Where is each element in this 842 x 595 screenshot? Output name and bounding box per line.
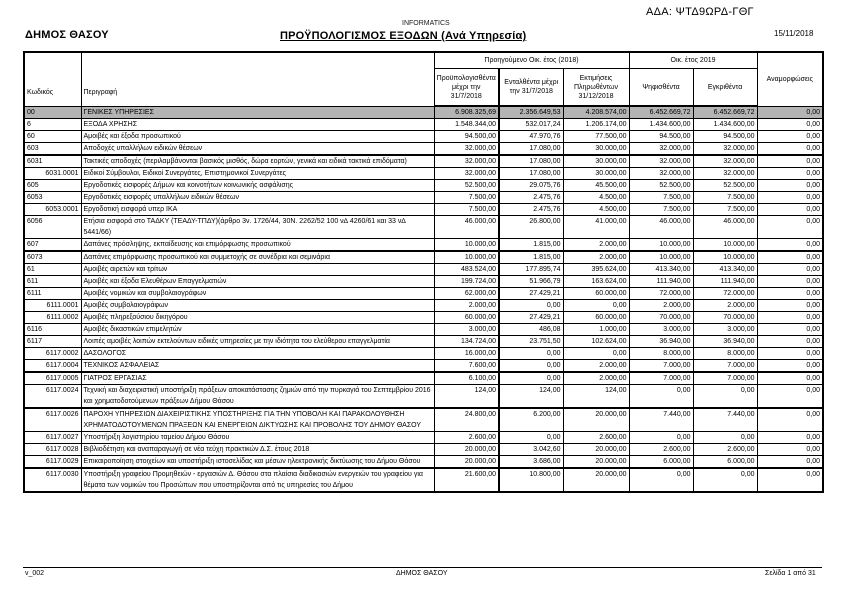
cell-committed: 177.895,74 bbox=[499, 264, 563, 276]
cell-code: 6116 bbox=[24, 324, 81, 336]
cell-estimated: 1.000,00 bbox=[563, 324, 629, 336]
cell-budgeted: 20.000,00 bbox=[434, 456, 499, 469]
cell-committed: 124,00 bbox=[499, 385, 563, 409]
cell-committed: 17.080,00 bbox=[499, 155, 563, 168]
cell-approved: 7.440,00 bbox=[693, 408, 757, 432]
cell-approved: 1.434.600,00 bbox=[693, 119, 757, 131]
table-row bbox=[24, 348, 823, 360]
cell-budgeted: 20.000,00 bbox=[434, 444, 499, 456]
cell-approved: 6.000,00 bbox=[693, 456, 757, 469]
cell-voted: 6.000,00 bbox=[629, 456, 693, 469]
table-row bbox=[24, 372, 823, 385]
cell-committed: 532.017,24 bbox=[499, 119, 563, 131]
cell-approved: 2.000,00 bbox=[693, 300, 757, 312]
cell-adjustments: 0,00 bbox=[757, 360, 823, 373]
cell-estimated: 2.000,00 bbox=[563, 372, 629, 385]
page-title: ΠΡΟΫΠΟΛΟΓΙΣΜΟΣ ΕΞΟΔΩΝ (Ανά Υπηρεσία) bbox=[280, 30, 527, 42]
cell-description: Ειδικοί Σύμβουλοι, Ειδικοί Συνεργάτες, Επιστημονικοί Συνεργάτες bbox=[81, 168, 434, 180]
cell-committed: 51.966,79 bbox=[499, 276, 563, 288]
cell-code: 603 bbox=[24, 143, 81, 156]
cell-voted: 1.434.600,00 bbox=[629, 119, 693, 131]
cell-code: 6111 bbox=[24, 288, 81, 300]
cell-adjustments: 0,00 bbox=[757, 336, 823, 348]
cell-voted: 0,00 bbox=[629, 468, 693, 492]
cell-description: Υποστήριξη λογιστηρίου ταμείου Δήμου Θάσου bbox=[81, 432, 434, 444]
cell-description: ΤΕΧΝΙΚΟΣ ΑΣΦΑΛΕΙΑΣ bbox=[81, 360, 434, 373]
cell-approved: 7.500,00 bbox=[693, 204, 757, 216]
cell-committed: 1.815,00 bbox=[499, 239, 563, 252]
cell-code: 00 bbox=[24, 106, 81, 119]
cell-description: ΔΑΣΟΛΟΓΟΣ bbox=[81, 348, 434, 360]
cell-code: 60 bbox=[24, 131, 81, 143]
cell-adjustments: 0,00 bbox=[757, 312, 823, 324]
cell-committed: 486,08 bbox=[499, 324, 563, 336]
cell-committed: 47.970,76 bbox=[499, 131, 563, 143]
cell-approved: 46.000,00 bbox=[693, 216, 757, 239]
cell-description: Βιβλιοδέτηση και αναπαραγωγή σε νέα τεύχη πρακτικών Δ.Σ. έτους 2018 bbox=[81, 444, 434, 456]
cell-adjustments: 0,00 bbox=[757, 264, 823, 276]
table-row bbox=[24, 360, 823, 373]
cell-estimated: 20.000,00 bbox=[563, 444, 629, 456]
cell-estimated: 45.500,00 bbox=[563, 180, 629, 192]
cell-estimated: 2.000,00 bbox=[563, 251, 629, 264]
cell-budgeted: 32.000,00 bbox=[434, 155, 499, 168]
cell-budgeted: 94.500,00 bbox=[434, 131, 499, 143]
cell-description: ΓΕΝΙΚΕΣ ΥΠΗΡΕΣΙΕΣ bbox=[81, 106, 434, 119]
cell-voted: 10.000,00 bbox=[629, 251, 693, 264]
cell-budgeted: 32.000,00 bbox=[434, 168, 499, 180]
cell-description: Αμοιβές πληρεξούσιου δικηγόρου bbox=[81, 312, 434, 324]
report-date: 15/11/2018 bbox=[774, 29, 814, 38]
cell-description: Εργοδοτική εισφορά υπερ ΙΚΑ bbox=[81, 204, 434, 216]
cell-code: 6117.0027 bbox=[24, 432, 81, 444]
cell-approved: 111.940,00 bbox=[693, 276, 757, 288]
cell-approved: 6.452.669,72 bbox=[693, 106, 757, 119]
table-row bbox=[24, 204, 823, 216]
header-adjustments: Αναμορφώσεις bbox=[757, 52, 823, 106]
cell-description: Υποστήριξη γραφείου Προμηθειών - εργασιών Δ. Θάσου στα πλαίσια διαδικασιών ενεργειών του γραφείου για θέματα των νομικών του Προσώπων που υποστηρίζονται από τις υπηρεσίες του Δήμου bbox=[81, 468, 434, 492]
cell-adjustments: 0,00 bbox=[757, 468, 823, 492]
cell-budgeted: 124,00 bbox=[434, 385, 499, 409]
cell-budgeted: 46.000,00 bbox=[434, 216, 499, 239]
table-row bbox=[24, 131, 823, 143]
cell-budgeted: 10.000,00 bbox=[434, 239, 499, 252]
cell-estimated: 20.000,00 bbox=[563, 408, 629, 432]
cell-estimated: 102.624,00 bbox=[563, 336, 629, 348]
table-row bbox=[24, 300, 823, 312]
cell-description: Αμοιβές αιρετών και τρίτων bbox=[81, 264, 434, 276]
table-row bbox=[24, 432, 823, 444]
cell-adjustments: 0,00 bbox=[757, 408, 823, 432]
cell-approved: 7.500,00 bbox=[693, 192, 757, 204]
cell-committed: 2.356.649,53 bbox=[499, 106, 563, 119]
cell-code: 6031.0001 bbox=[24, 168, 81, 180]
cell-estimated: 1.206.174,00 bbox=[563, 119, 629, 131]
cell-approved: 32.000,00 bbox=[693, 155, 757, 168]
cell-voted: 2.600,00 bbox=[629, 444, 693, 456]
cell-committed: 0,00 bbox=[499, 432, 563, 444]
cell-approved: 10.000,00 bbox=[693, 251, 757, 264]
cell-committed: 27.429,21 bbox=[499, 312, 563, 324]
cell-code: 6117.0004 bbox=[24, 360, 81, 373]
cell-adjustments: 0,00 bbox=[757, 106, 823, 119]
cell-approved: 413.340,00 bbox=[693, 264, 757, 276]
cell-code: 611 bbox=[24, 276, 81, 288]
cell-estimated: 124,00 bbox=[563, 385, 629, 409]
cell-voted: 72.000,00 bbox=[629, 288, 693, 300]
cell-adjustments: 0,00 bbox=[757, 119, 823, 131]
cell-adjustments: 0,00 bbox=[757, 288, 823, 300]
cell-voted: 8.000,00 bbox=[629, 348, 693, 360]
cell-description: Λοιπές αμοιβές λοιπών εκτελούντων ειδικές υπηρεσίες με την ιδιότητα του ελεύθερου επαγγελματία bbox=[81, 336, 434, 348]
cell-committed: 6.200,00 bbox=[499, 408, 563, 432]
cell-budgeted: 6.100,00 bbox=[434, 372, 499, 385]
table-row bbox=[24, 180, 823, 192]
cell-description: Τεχνική και διαχειριστική υποστήριξη πράξεων αποκατάστασης ζημιών από την πυρκαγιά του Σεπτεμβρίου 2016 και χρηματοδοτούμενων πράξεων Δήμου Θάσου bbox=[81, 385, 434, 409]
cell-voted: 32.000,00 bbox=[629, 168, 693, 180]
cell-adjustments: 0,00 bbox=[757, 348, 823, 360]
cell-description: ΕΞΟΔΑ ΧΡΗΣΗΣ bbox=[81, 119, 434, 131]
table-row bbox=[24, 119, 823, 131]
cell-voted: 111.940,00 bbox=[629, 276, 693, 288]
cell-budgeted: 21.600,00 bbox=[434, 468, 499, 492]
table-row bbox=[24, 155, 823, 168]
cell-code: 6073 bbox=[24, 251, 81, 264]
cell-code: 61 bbox=[24, 264, 81, 276]
header-committed: Ενταλθέντα μέχρι την 31/7/2018 bbox=[499, 69, 563, 107]
cell-committed: 0,00 bbox=[499, 348, 563, 360]
cell-budgeted: 62.000,00 bbox=[434, 288, 499, 300]
table-row bbox=[24, 276, 823, 288]
cell-approved: 3.000,00 bbox=[693, 324, 757, 336]
cell-budgeted: 1.548.344,00 bbox=[434, 119, 499, 131]
table-row bbox=[24, 324, 823, 336]
cell-voted: 3.000,00 bbox=[629, 324, 693, 336]
cell-adjustments: 0,00 bbox=[757, 300, 823, 312]
cell-committed: 2.475,76 bbox=[499, 204, 563, 216]
cell-description: Ετήσια εισφορά στο ΤΑΔΚΥ (ΤΕΑΔΥ-ΤΠΔΥ)(άρθρο 3ν. 1726/44, 30Ν. 2262/52 100 ν∆ 4260/61 και 33 ν∆ 5441/66) bbox=[81, 216, 434, 239]
cell-code: 6056 bbox=[24, 216, 81, 239]
cell-budgeted: 16.000,00 bbox=[434, 348, 499, 360]
table-row bbox=[24, 336, 823, 348]
cell-approved: 0,00 bbox=[693, 468, 757, 492]
table-row bbox=[24, 192, 823, 204]
cell-adjustments: 0,00 bbox=[757, 432, 823, 444]
cell-estimated: 0,00 bbox=[563, 348, 629, 360]
cell-estimated: 0,00 bbox=[563, 300, 629, 312]
header-next-year: Οικ. έτος 2019 bbox=[629, 52, 757, 69]
cell-budgeted: 7.500,00 bbox=[434, 204, 499, 216]
cell-estimated: 2.600,00 bbox=[563, 432, 629, 444]
cell-voted: 36.940,00 bbox=[629, 336, 693, 348]
cell-description: Δαπάνες πρόσληψης, εκπαίδευσης και επιμόρφωσης προσωπικού bbox=[81, 239, 434, 252]
table-row bbox=[24, 444, 823, 456]
cell-voted: 46.000,00 bbox=[629, 216, 693, 239]
header-code: Κωδικός bbox=[24, 52, 81, 106]
cell-budgeted: 134.724,00 bbox=[434, 336, 499, 348]
cell-approved: 0,00 bbox=[693, 385, 757, 409]
cell-code: 6117.0005 bbox=[24, 372, 81, 385]
cell-committed: 23.751,50 bbox=[499, 336, 563, 348]
cell-adjustments: 0,00 bbox=[757, 385, 823, 409]
cell-approved: 32.000,00 bbox=[693, 168, 757, 180]
cell-description: ΠΑΡΟΧΗ ΥΠΗΡΕΣΙΩΝ ΔΙΑΧΕΙΡΙΣΤΙΚΗΣ ΥΠΟΣΤΗΡΙΞΗΣ ΓΙΑ ΤΗΝ ΥΠΟΒΟΛΗ ΚΑΙ ΠΑΡΑΚΟΛΟΥΘΗΣΗ ΧΡΗΜΑΤΟΔΟΤΟΥΜΕΝΩΝ ΠΡΑΞΕΩΝ ΚΑΙ ΕΝΕΡΓΕΙΩΝ ΔΙΚΤΥΩΣΗΣ ΚΑΙ ΠΡΟΒΟΛΗΣ ΤΟΥ ΔΗΜΟΥ ΘΑΣΟΥ bbox=[81, 408, 434, 432]
cell-adjustments: 0,00 bbox=[757, 372, 823, 385]
cell-adjustments: 0,00 bbox=[757, 168, 823, 180]
cell-code: 6111.0001 bbox=[24, 300, 81, 312]
cell-adjustments: 0,00 bbox=[757, 216, 823, 239]
cell-committed: 0,00 bbox=[499, 300, 563, 312]
cell-budgeted: 32.000,00 bbox=[434, 143, 499, 156]
footer-page-number: Σελίδα 1 από 31 bbox=[765, 570, 816, 577]
cell-adjustments: 0,00 bbox=[757, 143, 823, 156]
cell-budgeted: 483.524,00 bbox=[434, 264, 499, 276]
cell-code: 6117.0028 bbox=[24, 444, 81, 456]
cell-voted: 52.500,00 bbox=[629, 180, 693, 192]
cell-description: ΓΙΑΤΡΟΣ ΕΡΓΑΣΙΑΣ bbox=[81, 372, 434, 385]
cell-estimated: 30.000,00 bbox=[563, 143, 629, 156]
cell-estimated: 163.624,00 bbox=[563, 276, 629, 288]
cell-voted: 70.000,00 bbox=[629, 312, 693, 324]
cell-code: 6117.0029 bbox=[24, 456, 81, 469]
header-prev-year: Προηγούμενο Οικ. έτος (2018) bbox=[434, 52, 629, 69]
cell-voted: 32.000,00 bbox=[629, 143, 693, 156]
informatics-stamp bbox=[402, 20, 450, 27]
ada-code: ΑΔΑ: ΨΤΔ9ΩΡΔ-ΓΘΓ bbox=[646, 6, 754, 18]
cell-estimated: 2.000,00 bbox=[563, 360, 629, 373]
cell-code: 607 bbox=[24, 239, 81, 252]
cell-committed: 2.475,76 bbox=[499, 192, 563, 204]
table-row bbox=[24, 264, 823, 276]
cell-estimated: 4.208.574,00 bbox=[563, 106, 629, 119]
cell-estimated: 77.500,00 bbox=[563, 131, 629, 143]
table-row bbox=[24, 239, 823, 252]
cell-budgeted: 7.600,00 bbox=[434, 360, 499, 373]
cell-budgeted: 10.000,00 bbox=[434, 251, 499, 264]
cell-approved: 8.000,00 bbox=[693, 348, 757, 360]
budget-table bbox=[23, 51, 824, 493]
cell-committed: 29.075,76 bbox=[499, 180, 563, 192]
cell-budgeted: 52.500,00 bbox=[434, 180, 499, 192]
cell-estimated: 4.500,00 bbox=[563, 192, 629, 204]
cell-voted: 7.500,00 bbox=[629, 192, 693, 204]
cell-voted: 7.000,00 bbox=[629, 360, 693, 373]
cell-estimated: 30.000,00 bbox=[563, 155, 629, 168]
cell-approved: 70.000,00 bbox=[693, 312, 757, 324]
cell-code: 6111.0002 bbox=[24, 312, 81, 324]
cell-budgeted: 6.908.325,69 bbox=[434, 106, 499, 119]
cell-description: Αποδοχές υπαλλήλων ειδικών θέσεων bbox=[81, 143, 434, 156]
cell-voted: 10.000,00 bbox=[629, 239, 693, 252]
header-budgeted: Προϋπολογισθέντα μέχρι την 31/7/2018 bbox=[434, 69, 499, 107]
cell-description: Τακτικές αποδοχές (περιλαμβάνονται βασικός μισθός, δώρα εορτών, γενικά και ειδικά τακτικά επιδόματα) bbox=[81, 155, 434, 168]
cell-voted: 0,00 bbox=[629, 385, 693, 409]
cell-description: Επικαιροποίηση στοιχείων και υποστήριξη ιστοσελίδας και μέσων ηλεκτρονικής δικτύωσης του Δήμου Θάσου bbox=[81, 456, 434, 469]
cell-code: 6117 bbox=[24, 336, 81, 348]
header-estimated: Εκτιμήσεις Πληρωθέντων 31/12/2018 bbox=[563, 69, 629, 107]
cell-adjustments: 0,00 bbox=[757, 204, 823, 216]
cell-adjustments: 0,00 bbox=[757, 155, 823, 168]
cell-code: 6117.0030 bbox=[24, 468, 81, 492]
cell-estimated: 395.624,00 bbox=[563, 264, 629, 276]
cell-code: 6117.0024 bbox=[24, 385, 81, 409]
cell-voted: 6.452.669,72 bbox=[629, 106, 693, 119]
cell-approved: 72.000,00 bbox=[693, 288, 757, 300]
cell-description: Εργοδοτικές εισφορές Δήμων και κοινοτήτων κοινωνικής ασφάλισης bbox=[81, 180, 434, 192]
cell-code: 6117.0026 bbox=[24, 408, 81, 432]
cell-code: 605 bbox=[24, 180, 81, 192]
cell-description: Αμοιβές συμβολαιογράφων bbox=[81, 300, 434, 312]
table-row bbox=[24, 456, 823, 469]
cell-committed: 0,00 bbox=[499, 360, 563, 373]
table-row bbox=[24, 288, 823, 300]
group-row bbox=[24, 106, 823, 119]
cell-adjustments: 0,00 bbox=[757, 192, 823, 204]
cell-voted: 7.000,00 bbox=[629, 372, 693, 385]
cell-approved: 7.000,00 bbox=[693, 372, 757, 385]
cell-code: 6053 bbox=[24, 192, 81, 204]
cell-description: Αμοιβές και έξοδα προσωπικού bbox=[81, 131, 434, 143]
cell-committed: 27.429,21 bbox=[499, 288, 563, 300]
cell-approved: 94.500,00 bbox=[693, 131, 757, 143]
cell-adjustments: 0,00 bbox=[757, 180, 823, 192]
table-row bbox=[24, 312, 823, 324]
cell-adjustments: 0,00 bbox=[757, 239, 823, 252]
cell-approved: 10.000,00 bbox=[693, 239, 757, 252]
table-row bbox=[24, 385, 823, 409]
municipality-name: ΔΗΜΟΣ ΘΑΣΟΥ bbox=[25, 29, 109, 41]
cell-approved: 0,00 bbox=[693, 432, 757, 444]
cell-description: Δαπάνες επιμόρφωσης προσωπικού και συμμετοχής σε συνέδρια και σεμινάρια bbox=[81, 251, 434, 264]
table-row bbox=[24, 251, 823, 264]
stamp-text: INFORMATICS bbox=[402, 20, 450, 27]
cell-voted: 7.440,00 bbox=[629, 408, 693, 432]
footer-version: v_002 bbox=[25, 570, 45, 577]
cell-committed: 3.686,00 bbox=[499, 456, 563, 469]
cell-voted: 32.000,00 bbox=[629, 155, 693, 168]
cell-voted: 413.340,00 bbox=[629, 264, 693, 276]
cell-adjustments: 0,00 bbox=[757, 276, 823, 288]
cell-approved: 32.000,00 bbox=[693, 143, 757, 156]
cell-description: Αμοιβές και έξοδα Ελευθέρων Επαγγελματιών bbox=[81, 276, 434, 288]
cell-committed: 3.042,60 bbox=[499, 444, 563, 456]
cell-code: 6117.0002 bbox=[24, 348, 81, 360]
cell-approved: 2.600,00 bbox=[693, 444, 757, 456]
cell-adjustments: 0,00 bbox=[757, 324, 823, 336]
cell-budgeted: 2.600,00 bbox=[434, 432, 499, 444]
header-description: Περιγραφή bbox=[81, 52, 434, 106]
cell-code: 6053.0001 bbox=[24, 204, 81, 216]
cell-description: Αμοιβές δικαστικών επιμελητών bbox=[81, 324, 434, 336]
cell-approved: 36.940,00 bbox=[693, 336, 757, 348]
footer-municipality: ΔΗΜΟΣ ΘΑΣΟΥ bbox=[396, 570, 448, 577]
cell-budgeted: 199.724,00 bbox=[434, 276, 499, 288]
footer-divider bbox=[23, 567, 822, 568]
cell-approved: 52.500,00 bbox=[693, 180, 757, 192]
cell-description: Αμοιβές νομικών και συμβολαιογράφων bbox=[81, 288, 434, 300]
cell-budgeted: 60.000,00 bbox=[434, 312, 499, 324]
cell-voted: 0,00 bbox=[629, 432, 693, 444]
cell-adjustments: 0,00 bbox=[757, 444, 823, 456]
header-voted: Ψηφισθέντα bbox=[629, 69, 693, 107]
cell-budgeted: 24.800,00 bbox=[434, 408, 499, 432]
table-row bbox=[24, 468, 823, 492]
cell-estimated: 20.000,00 bbox=[563, 468, 629, 492]
header-approved: Εγκριθέντα bbox=[693, 69, 757, 107]
cell-code: 6 bbox=[24, 119, 81, 131]
table-body bbox=[24, 106, 823, 492]
cell-estimated: 20.000,00 bbox=[563, 456, 629, 469]
cell-adjustments: 0,00 bbox=[757, 251, 823, 264]
table-row bbox=[24, 216, 823, 239]
cell-committed: 26.800,00 bbox=[499, 216, 563, 239]
cell-voted: 94.500,00 bbox=[629, 131, 693, 143]
cell-estimated: 60.000,00 bbox=[563, 288, 629, 300]
cell-committed: 0,00 bbox=[499, 372, 563, 385]
cell-committed: 17.080,00 bbox=[499, 168, 563, 180]
cell-estimated: 30.000,00 bbox=[563, 168, 629, 180]
cell-estimated: 2.000,00 bbox=[563, 239, 629, 252]
cell-adjustments: 0,00 bbox=[757, 456, 823, 469]
cell-voted: 7.500,00 bbox=[629, 204, 693, 216]
cell-budgeted: 7.500,00 bbox=[434, 192, 499, 204]
cell-approved: 7.000,00 bbox=[693, 360, 757, 373]
cell-estimated: 60.000,00 bbox=[563, 312, 629, 324]
table-row bbox=[24, 143, 823, 156]
cell-budgeted: 2.000,00 bbox=[434, 300, 499, 312]
cell-description: Εργοδοτικές εισφορές υπαλλήλων ειδικών θέσεων bbox=[81, 192, 434, 204]
cell-voted: 2.000,00 bbox=[629, 300, 693, 312]
cell-committed: 17.080,00 bbox=[499, 143, 563, 156]
table-row bbox=[24, 168, 823, 180]
cell-code: 6031 bbox=[24, 155, 81, 168]
cell-estimated: 41.000,00 bbox=[563, 216, 629, 239]
cell-committed: 1.815,00 bbox=[499, 251, 563, 264]
cell-adjustments: 0,00 bbox=[757, 131, 823, 143]
cell-committed: 10.800,00 bbox=[499, 468, 563, 492]
cell-estimated: 4.500,00 bbox=[563, 204, 629, 216]
cell-budgeted: 3.000,00 bbox=[434, 324, 499, 336]
table-row bbox=[24, 408, 823, 432]
